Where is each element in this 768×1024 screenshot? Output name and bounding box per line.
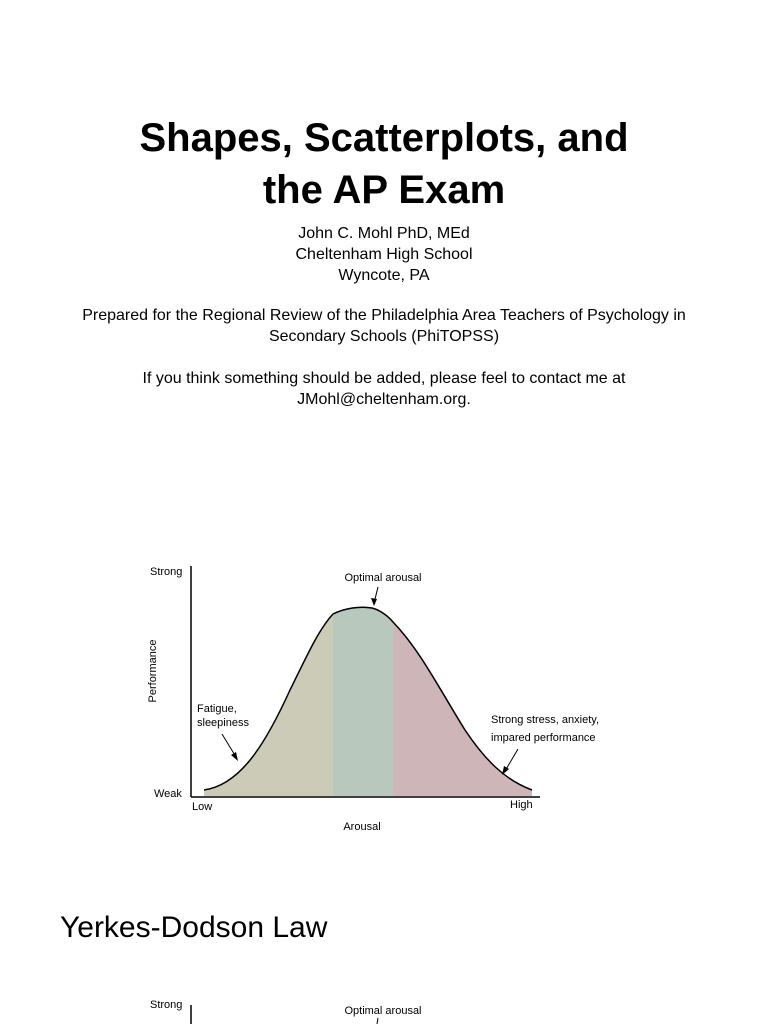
second-optimal-arousal-arrow: [377, 1018, 378, 1024]
y-axis-label: Performance: [147, 639, 159, 703]
title-line-1: Shapes, Scatterplots, and: [139, 116, 629, 160]
second-y-top-label: Strong: [150, 999, 183, 1011]
y-bottom-label: Weak: [154, 788, 182, 800]
author-location: Wyncote, PA: [338, 267, 430, 284]
author-name: John C. Mohl PhD, MEd: [298, 225, 470, 242]
stress-annotation-line-2: impared performance: [491, 732, 596, 744]
region-optimal: [333, 607, 393, 796]
contact-note: If you think something should be added, please feel to contact me at JMohl@cheltenham.org.: [142, 370, 626, 408]
optimal-arousal-annotation: Optimal arousal: [344, 572, 422, 584]
y-top-label: Strong: [150, 566, 183, 578]
x-left-label: Low: [192, 801, 213, 813]
stress-arrowhead: [502, 766, 509, 775]
caption-yerkes-dodson: Yerkes-Dodson Law: [60, 911, 328, 944]
fatigue-annotation-line-1: Fatigue,: [197, 703, 237, 715]
stress-arrow: [505, 749, 518, 771]
title-line-2: the AP Exam: [262, 168, 506, 212]
optimal-arousal-arrowhead: [371, 598, 377, 606]
prepared-for-note: Prepared for the Regional Review of the Philadelphia Area Teachers of Psychology in Secondary Schools (PhiTOPSS): [82, 307, 686, 345]
author-school: Cheltenham High School: [295, 246, 473, 263]
fatigue-annotation-line-2: sleepiness: [197, 717, 249, 729]
stress-annotation-line-1: Strong stress, anxiety,: [491, 714, 600, 726]
fatigue-arrowhead: [231, 752, 238, 761]
x-axis-label: Arousal: [343, 821, 381, 833]
x-right-label: High: [510, 799, 533, 811]
second-optimal-arousal-annotation: Optimal arousal: [344, 1005, 422, 1017]
